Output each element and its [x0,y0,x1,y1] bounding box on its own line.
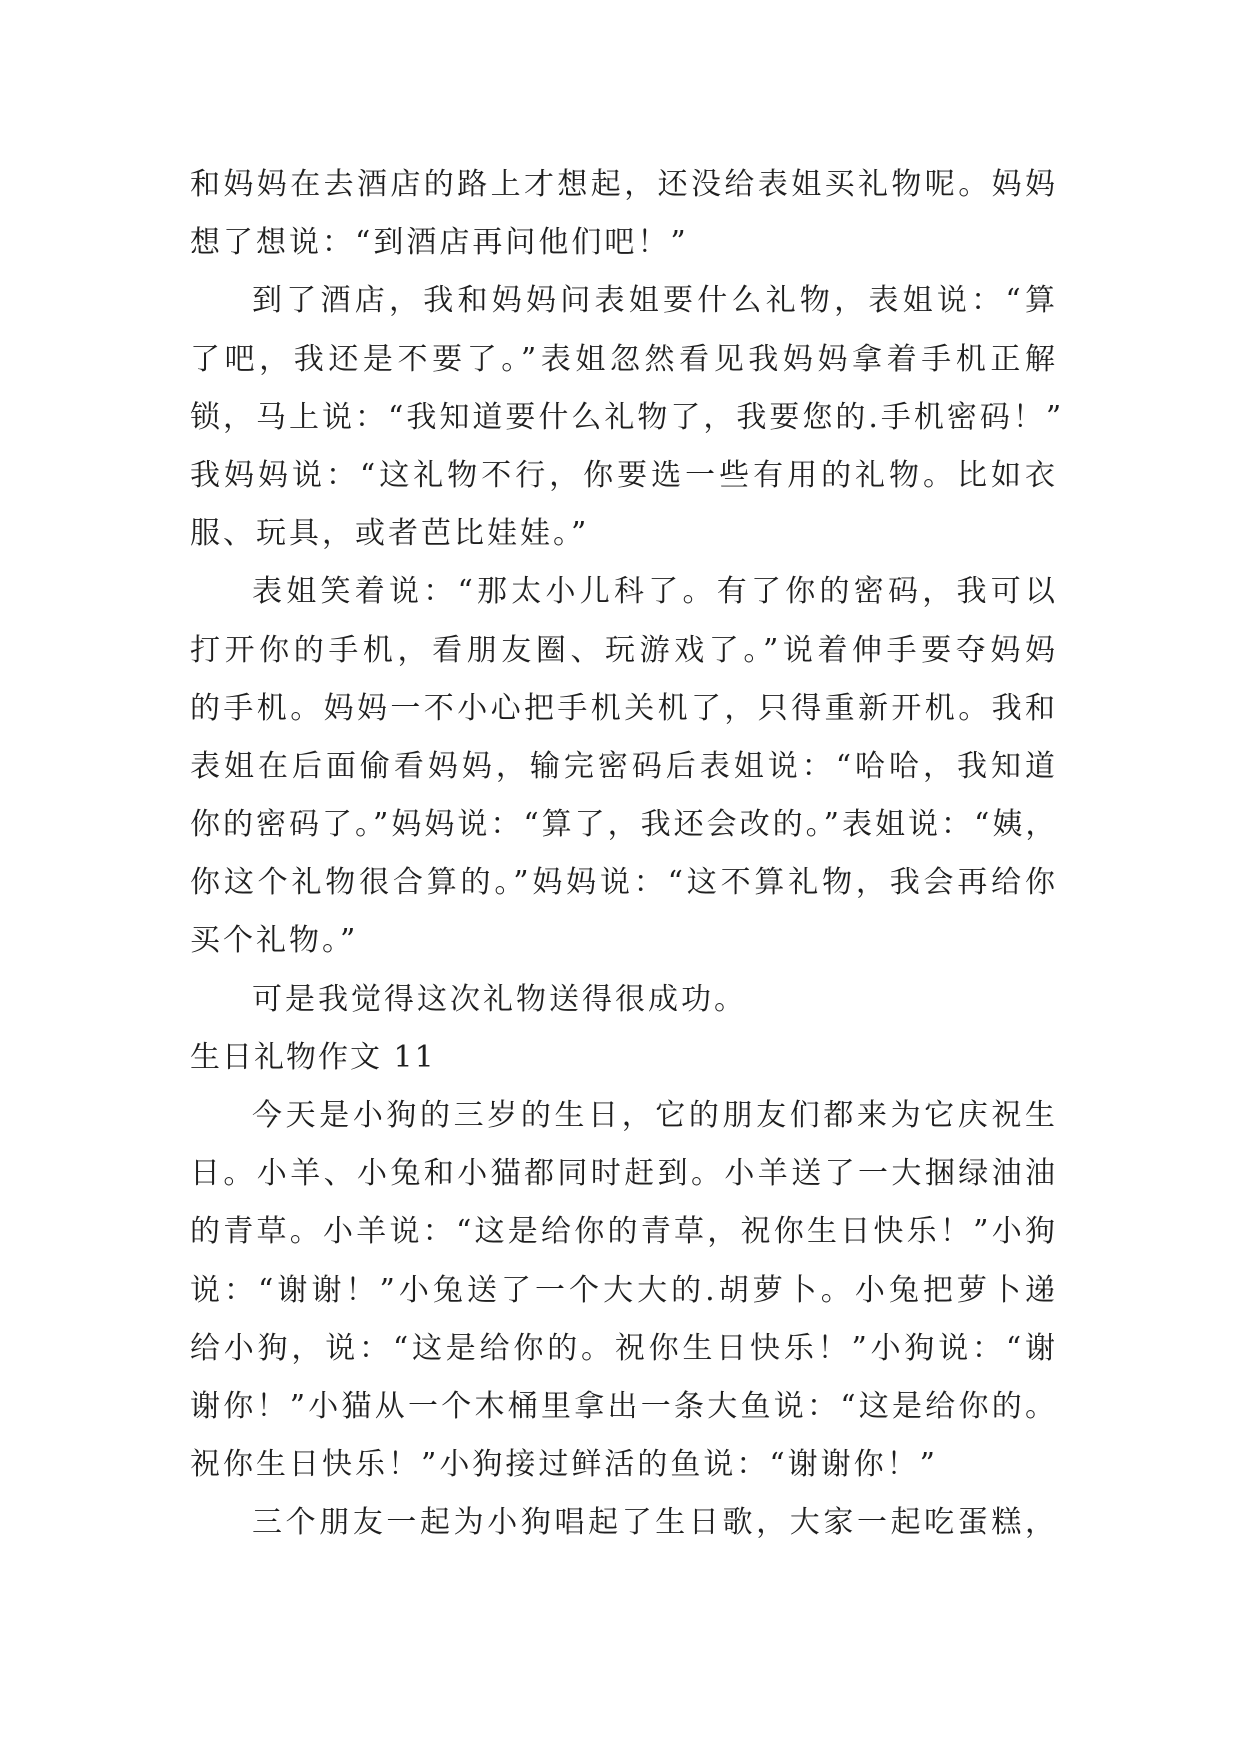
text-line: 到了酒店，我和妈妈问表姐要什么礼物，表姐说：“算 [252,283,1058,319]
text-line: 你这个礼物很合算的。”妈妈说：“这不算礼物，我会再给你 [190,865,1058,901]
text-line: 三个朋友一起为小狗唱起了生日歌，大家一起吃蛋糕， [252,1505,1058,1541]
text-line: 我妈妈说：“这礼物不行，你要选一些有用的礼物。比如衣 [190,457,1058,493]
paragraph [190,1494,1058,1552]
heading-text: 生日礼物作文 11 [190,1039,436,1075]
text-line: 日。小羊、小兔和小猫都同时赶到。小羊送了一大捆绿油油 [190,1156,1058,1192]
paragraph [190,563,1058,970]
text-line: 想了想说：“到酒店再问他们吧！” [190,225,689,261]
text-line: 买个礼物。” [190,923,359,959]
paragraph [190,272,1065,563]
text-line: 锁，马上说：“我知道要什么礼物了，我要您的.手机密码！” [190,399,1065,435]
text-line: 谢你！”小猫从一个木桶里拿出一条大鱼说：“这是给你的。 [190,1388,1058,1424]
document-body [190,156,1065,1553]
text-line: 表姐在后面偷看妈妈，输完密码后表姐说：“哈哈，我知道 [190,748,1058,784]
text-line: 表姐笑着说：“那太小儿科了。有了你的密码，我可以 [252,574,1058,610]
paragraph [190,1087,1058,1494]
text-line: 的青草。小羊说：“这是给你的青草，祝你生日快乐！”小狗 [190,1214,1058,1250]
text-line: 说：“谢谢！”小兔送了一个大大的.胡萝卜。小兔把萝卜递 [190,1272,1058,1308]
text-line: 可是我觉得这次礼物送得很成功。 [252,981,747,1017]
text-line: 服、玩具，或者芭比娃娃。” [190,516,590,552]
text-line: 给小狗，说：“这是给你的。祝你生日快乐！”小狗说：“谢 [190,1330,1058,1366]
text-line: 今天是小狗的三岁的生日，它的朋友们都来为它庆祝生 [252,1098,1058,1133]
text-line: 和妈妈在去酒店的路上才想起，还没给表姐买礼物呢。妈妈 [190,167,1058,202]
text-line: 祝你生日快乐！”小狗接过鲜活的鱼说：“谢谢你！” [190,1447,939,1483]
section-heading [190,1029,1058,1087]
paragraph [190,156,1058,272]
text-line: 打开你的手机，看朋友圈、玩游戏了。”说着伸手要夺妈妈 [190,632,1058,668]
text-line: 的手机。妈妈一不小心把手机关机了，只得重新开机。我和 [190,690,1058,726]
text-line: 你的密码了。”妈妈说：“算了，我还会改的。”表姐说：“姨， [190,807,1059,843]
text-line: 了吧，我还是不要了。”表姐忽然看见我妈妈拿着手机正解 [190,341,1058,377]
paragraph [190,971,1058,1029]
